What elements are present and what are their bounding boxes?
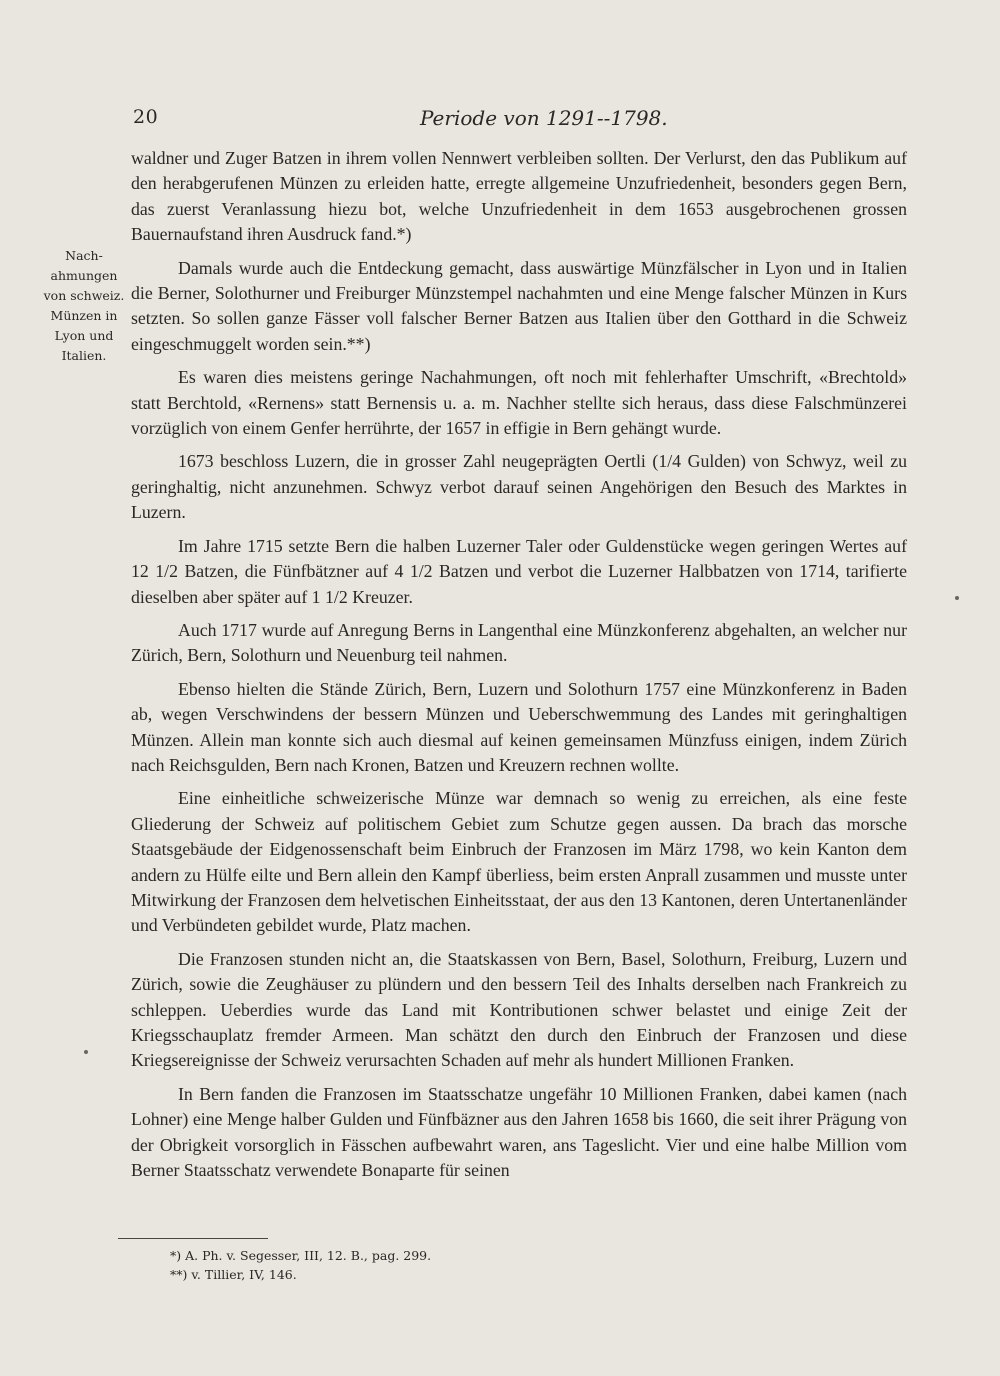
footnotes xyxy=(170,1246,770,1284)
margin-note: Nach- ahmungen von schweiz. Münzen in Lyon und Italien. xyxy=(43,248,125,363)
paragraph: 1673 beschloss Luzern, die in grosser Zahl neugeprägten Oertli (1/4 Gulden) von Schwyz, weil zu geringhaltig, nicht anzunehmen. Schwyz verbot darauf seinen Angehörigen den Besuch des Marktes in Luzern. xyxy=(131,451,907,523)
paper-speck xyxy=(955,596,959,600)
paragraph: Im Jahre 1715 setzte Bern die halben Luzerner Taler oder Guldenstücke wegen geringen Wertes auf 12 1/2 Batzen, die Fünfbätzner auf 4 1/2 Batzen und verbot die Luzerner Halbbatzen von 1714, tarifierte dieselben aber später auf 1 1/2 Kreuzer. xyxy=(131,535,907,607)
footnote: **) v. Tillier, IV, 146. xyxy=(170,1267,297,1282)
paragraph: In Bern fanden die Franzosen im Staatsschatze ungefähr 10 Millionen Franken, dabei kamen (nach Lohner) eine Menge halber Gulden und Fünfbäzner aus den Jahren 1658 bis 1660, die seit ihrer Prägung von der Obrigkeit vorsorglich in Fässchen aufbewahrt waren, ans Tageslicht. Vier und eine halbe Million vom Berner Staatsschatz verwendete Bonaparte für seinen xyxy=(131,1083,907,1181)
footnote-rule xyxy=(118,1238,268,1239)
paragraph: Auch 1717 wurde auf Anregung Berns in Langenthal eine Münzkonferenz abgehalten, an welcher nur Zürich, Bern, Solothurn und Neuenburg teil nahmen. xyxy=(131,619,907,666)
paragraph: Es waren dies meistens geringe Nachahmungen, oft noch mit fehlerhafter Umschrift, «Brechtold» statt Berchtold, «Rernens» statt Bernensis u. a. m. Nachher stellte sich heraus, dass diese Falschmünzerei vorzüglich von einem Genfer herrührte, der 1657 in effigie in Bern gehängt wurde. xyxy=(131,367,907,439)
page-number: 20 xyxy=(133,106,159,128)
body-text xyxy=(131,146,907,1191)
running-head: Periode von 1291--1798. xyxy=(420,106,668,130)
paragraph: Die Franzosen stunden nicht an, die Staatskassen von Bern, Basel, Solothurn, Freiburg, Luzern und Zürich, sowie die Zeughäuser zu plündern und den bessern Teil des Inhalts derselben nach Frankreich zu schleppen. Ueberdies wurde das Land mit Kontributionen schwer belastet und einige Zeit der Kriegsschauplatz fremder Armeen. Man schätzt den durch den Einbruch der Franzosen und diese Kriegsereignisse der Schweiz verursachten Schaden auf mehr als hundert Millionen Franken. xyxy=(131,948,907,1071)
paragraph: Eine einheitliche schweizerische Münze war demnach so wenig zu erreichen, als eine feste Gliederung der Schweiz auf politischem Gebiet zum Schutze gegen aussen. Da brach das morsche Staatsgebäude der Eidgenossenschaft beim Einbruch der Franzosen im März 1798, wo kein Kanton dem andern zu Hülfe eilte und Bern allein den Kampf überliess, beim ersten Anprall zusammen und musste unter Mitwirkung der Franzosen dem helvetischen Einheitsstaat, der aus den 13 Kantonen, deren Untertanenländer und Verbündeten gebildet wurde, Platz machen. xyxy=(131,788,907,936)
paper-speck xyxy=(84,1050,88,1054)
paragraph: Ebenso hielten die Stände Zürich, Bern, Luzern und Solothurn 1757 eine Münzkonferenz in Baden ab, wegen Verschwindens der bessern Münzen und Ueberschwemmung des Landes mit geringhaltigen Münzen. Allein man konnte sich auch diesmal auf keinen gemeinsamen Münzfuss einigen, indem Zürich nach Reichsgulden, Bern nach Kronen, Batzen und Kreuzern rechnen wollte. xyxy=(131,678,907,775)
paragraph: Damals wurde auch die Entdeckung gemacht, dass auswärtige Münzfälscher in Lyon und in Italien die Berner, Solothurner und Freiburger Münzstempel nachahmten und eine Menge falscher Münzen in Kurs setzten. So sollen ganze Fässer voll falscher Berner Batzen aus Italien über den Gotthard in die Schweiz eingeschmuggelt worden sein.**) xyxy=(131,257,907,354)
footnote: *) A. Ph. v. Segesser, III, 12. B., pag. 299. xyxy=(170,1248,432,1263)
paragraph: waldner und Zuger Batzen in ihrem vollen Nennwert verbleiben sollten. Der Verlurst, den das Publikum auf den herabgerufenen Münzen zu erleiden hatte, erregte allgemeine Unzufriedenheit, besonders gegen Bern, das zuerst Veranlassung hiezu bot, welche Unzufriedenheit in dem 1653 ausgebrochenen grossen Bauernaufstand ihren Ausdruck fand.*) xyxy=(131,148,907,245)
